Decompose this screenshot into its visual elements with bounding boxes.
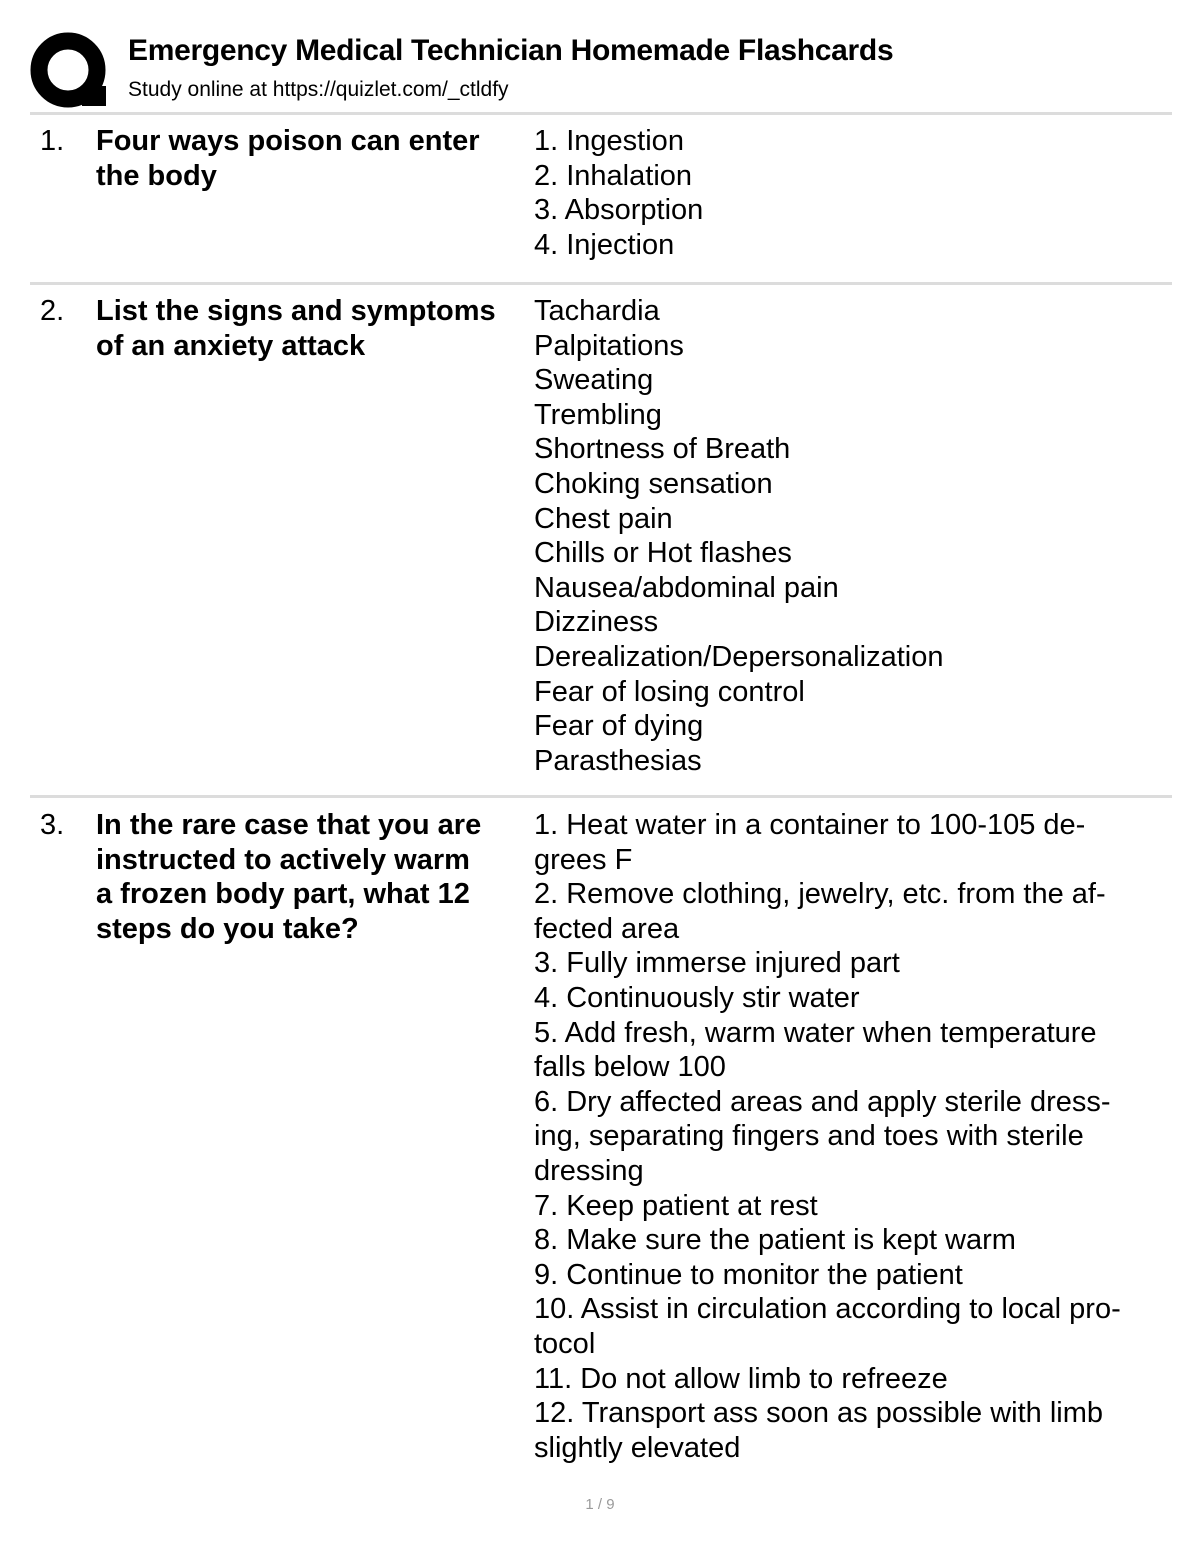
- divider: [30, 112, 1172, 115]
- definition-line: dressing: [534, 1154, 644, 1187]
- card-term: List the signs and symptoms of an anxiety attack: [96, 295, 496, 362]
- definition-line: 3. Fully immerse injured part: [534, 947, 900, 980]
- definition-line: 1. Ingestion: [534, 125, 684, 157]
- card-number: 3.: [40, 809, 65, 841]
- definition-line: 7. Keep patient at rest: [534, 1189, 818, 1222]
- document-header: [30, 28, 1172, 112]
- definition-line: Fear of dying: [534, 710, 704, 743]
- card-definition: [534, 294, 1154, 778]
- card-definition: [534, 124, 1154, 262]
- definition-line: Palpitations: [534, 329, 684, 362]
- definition-line: tocol: [534, 1327, 596, 1360]
- definition-line: falls below 100: [534, 1051, 726, 1084]
- definition-line: Derealization/Depersonalization: [534, 640, 944, 673]
- definition-line: 12. Transport ass soon as possible with limb: [534, 1397, 1103, 1430]
- quizlet-logo-icon: [30, 32, 110, 112]
- definition-line: 10. Assist in circulation according to local pro-: [534, 1293, 1121, 1326]
- card-number: 1.: [40, 125, 65, 157]
- document-title: Emergency Medical Technician Homemade Flashcards: [128, 34, 894, 67]
- definition-line: 9. Continue to monitor the patient: [534, 1258, 963, 1291]
- definition-line: fected area: [534, 912, 680, 945]
- page-indicator: 1 / 9: [585, 1496, 615, 1513]
- definition-line: 8. Make sure the patient is kept warm: [534, 1224, 1016, 1257]
- definition-line: grees F: [534, 843, 633, 876]
- definition-line: Choking sensation: [534, 467, 773, 500]
- definition-line: 3. Absorption: [534, 194, 704, 227]
- definition-line: 6. Dry affected areas and apply sterile dress-: [534, 1085, 1111, 1118]
- definition-line: Tachardia: [534, 295, 660, 327]
- definition-line: Sweating: [534, 364, 654, 397]
- definition-line: 5. Add fresh, warm water when temperature: [534, 1016, 1097, 1049]
- card-definition: [534, 808, 1154, 1465]
- definition-line: Nausea/abdominal pain: [534, 571, 839, 604]
- divider: [30, 282, 1172, 285]
- definition-line: 1. Heat water in a container to 100-105 de-: [534, 809, 1086, 841]
- definition-line: ing, separating fingers and toes with sterile: [534, 1120, 1084, 1153]
- definition-line: Dizziness: [534, 606, 659, 639]
- definition-line: Parasthesias: [534, 744, 702, 777]
- definition-line: Chills or Hot flashes: [534, 537, 792, 570]
- definition-line: Chest pain: [534, 502, 673, 535]
- definition-line: 4. Continuously stir water: [534, 981, 860, 1014]
- card-term: Four ways poison can enter the body: [96, 125, 480, 192]
- definition-line: Shortness of Breath: [534, 433, 791, 466]
- definition-line: 2. Inhalation: [534, 159, 693, 192]
- card-number: 2.: [40, 295, 65, 327]
- definition-line: Fear of losing control: [534, 675, 805, 708]
- definition-line: slightly elevated: [534, 1431, 741, 1464]
- definition-line: Trembling: [534, 398, 662, 431]
- definition-line: 4. Injection: [534, 228, 675, 261]
- study-online-link[interactable]: Study online at https://quizlet.com/_ctldfy: [128, 78, 509, 101]
- definition-line: 2. Remove clothing, jewelry, etc. from the af-: [534, 878, 1106, 911]
- divider: [30, 795, 1172, 798]
- card-term: In the rare case that you are instructed to actively warm a frozen body part, what 12 steps do you take?: [96, 809, 482, 945]
- definition-line: 11. Do not allow limb to refreeze: [534, 1362, 948, 1395]
